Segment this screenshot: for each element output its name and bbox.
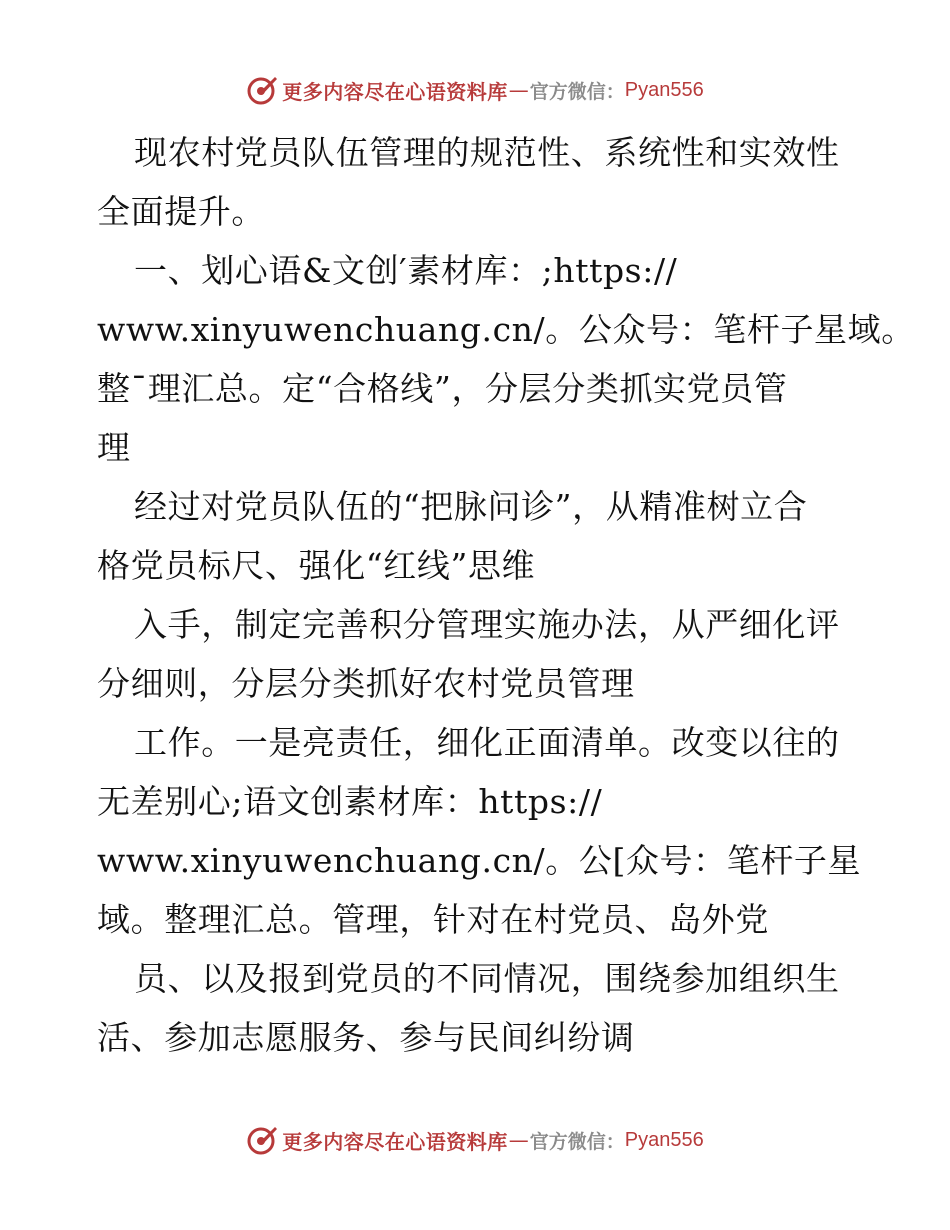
body-line: 无差别心;语文创素材库：https://	[97, 782, 603, 821]
body-line: 整¯理汇总。定“合格线”，分层分类抓实党员管	[97, 369, 788, 408]
body-line: www.xinyuwenchuang.cn/。公[众号：笔杆子星	[97, 841, 862, 880]
body-line: www.xinyuwenchuang.cn/。公众号：笔杆子星域。	[97, 310, 915, 349]
quill-logo-icon	[246, 74, 278, 106]
body-line: 格党员标尺、强化“红线”思维	[97, 546, 536, 585]
banner-wechat-id: Pyan556	[624, 1128, 704, 1151]
banner-main-text: 更多内容尽在心语资料库	[282, 1129, 508, 1154]
body-line: 分细则，分层分类抓好农村党员管理	[97, 664, 635, 703]
body-line: 活、参加志愿服务、参与民间纠纷调	[97, 1018, 635, 1057]
body-line: 一、划心语&文创′素材库：;https://	[134, 251, 678, 290]
banner-separator: —	[508, 1128, 529, 1152]
body-line: 理	[97, 428, 131, 467]
body-line: 工作。一是亮责任，细化正面清单。改变以往的	[134, 723, 840, 762]
document-body	[97, 123, 915, 1067]
header-banner	[0, 72, 950, 108]
banner-wechat-id: Pyan556	[624, 78, 704, 101]
body-line: 现农村党员队伍管理的规范性、系统性和实效性	[134, 133, 840, 172]
quill-logo-icon	[246, 1124, 278, 1156]
body-line: 全面提升。	[97, 192, 265, 231]
body-line: 入手，制定完善积分管理实施办法，从严细化评	[134, 605, 840, 644]
banner-wechat-label: 官方微信：	[529, 1130, 625, 1153]
banner-separator: —	[508, 78, 529, 102]
footer-banner	[0, 1122, 950, 1158]
body-line: 域。整理汇总。管理，针对在村党员、岛外党	[97, 900, 769, 939]
banner-wechat-label: 官方微信：	[529, 80, 625, 103]
body-line: 经过对党员队伍的“把脉问诊”，从精准树立合	[134, 487, 808, 526]
banner-main-text: 更多内容尽在心语资料库	[282, 79, 508, 104]
body-line: 员、以及报到党员的不同情况，围绕参加组织生	[134, 959, 840, 998]
